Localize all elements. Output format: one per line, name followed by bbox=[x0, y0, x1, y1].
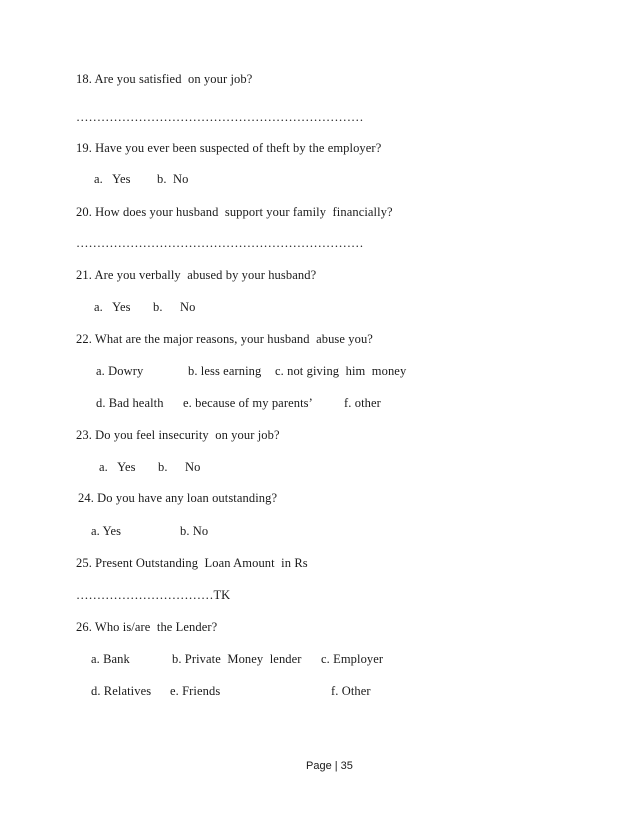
q19-option-a: a. Yes bbox=[94, 172, 131, 186]
q22-option-f: f. other bbox=[344, 396, 381, 410]
answer-line-18: …………………………………………………………… bbox=[76, 110, 364, 124]
q21-option-a: a. Yes bbox=[94, 300, 131, 314]
answer-line-25: ……………………………TK bbox=[76, 588, 231, 602]
q22-option-b: b. less earning bbox=[188, 364, 262, 378]
question-18: 18. Are you satisfied on your job? bbox=[76, 72, 253, 86]
q22-option-e: e. because of my parents’ bbox=[183, 396, 313, 410]
question-20: 20. How does your husband support your family financially? bbox=[76, 205, 393, 219]
q21-option-b: b. bbox=[153, 300, 163, 314]
page-number: Page | 35 bbox=[306, 760, 353, 772]
q22-option-c: c. not giving him money bbox=[275, 364, 407, 378]
q26-option-a: a. Bank bbox=[91, 652, 130, 666]
question-19: 19. Have you ever been suspected of theft by the employer? bbox=[76, 141, 382, 155]
q26-option-e: e. Friends bbox=[170, 684, 221, 698]
answer-line-20: …………………………………………………………… bbox=[76, 236, 364, 250]
q21-option-b-answer: No bbox=[180, 300, 196, 314]
q24-option-a: a. Yes bbox=[91, 524, 122, 538]
question-25: 25. Present Outstanding Loan Amount in Rs bbox=[76, 556, 308, 570]
question-22: 22. What are the major reasons, your husband abuse you? bbox=[76, 332, 373, 346]
q24-option-b: b. No bbox=[180, 524, 209, 538]
q23-option-a: a. Yes bbox=[99, 460, 136, 474]
question-24: 24. Do you have any loan outstanding? bbox=[78, 491, 278, 505]
q23-option-b-answer: No bbox=[185, 460, 201, 474]
question-21: 21. Are you verbally abused by your husband? bbox=[76, 268, 317, 282]
q26-option-f: f. Other bbox=[331, 684, 371, 698]
q22-option-a: a. Dowry bbox=[96, 364, 144, 378]
q26-option-d: d. Relatives bbox=[91, 684, 152, 698]
q26-option-c: c. Employer bbox=[321, 652, 384, 666]
question-23: 23. Do you feel insecurity on your job? bbox=[76, 428, 280, 442]
q19-option-b: b. No bbox=[157, 172, 189, 186]
q26-option-b: b. Private Money lender bbox=[172, 652, 302, 666]
question-26: 26. Who is/are the Lender? bbox=[76, 620, 218, 634]
q22-option-d: d. Bad health bbox=[96, 396, 164, 410]
q23-option-b: b. bbox=[158, 460, 168, 474]
